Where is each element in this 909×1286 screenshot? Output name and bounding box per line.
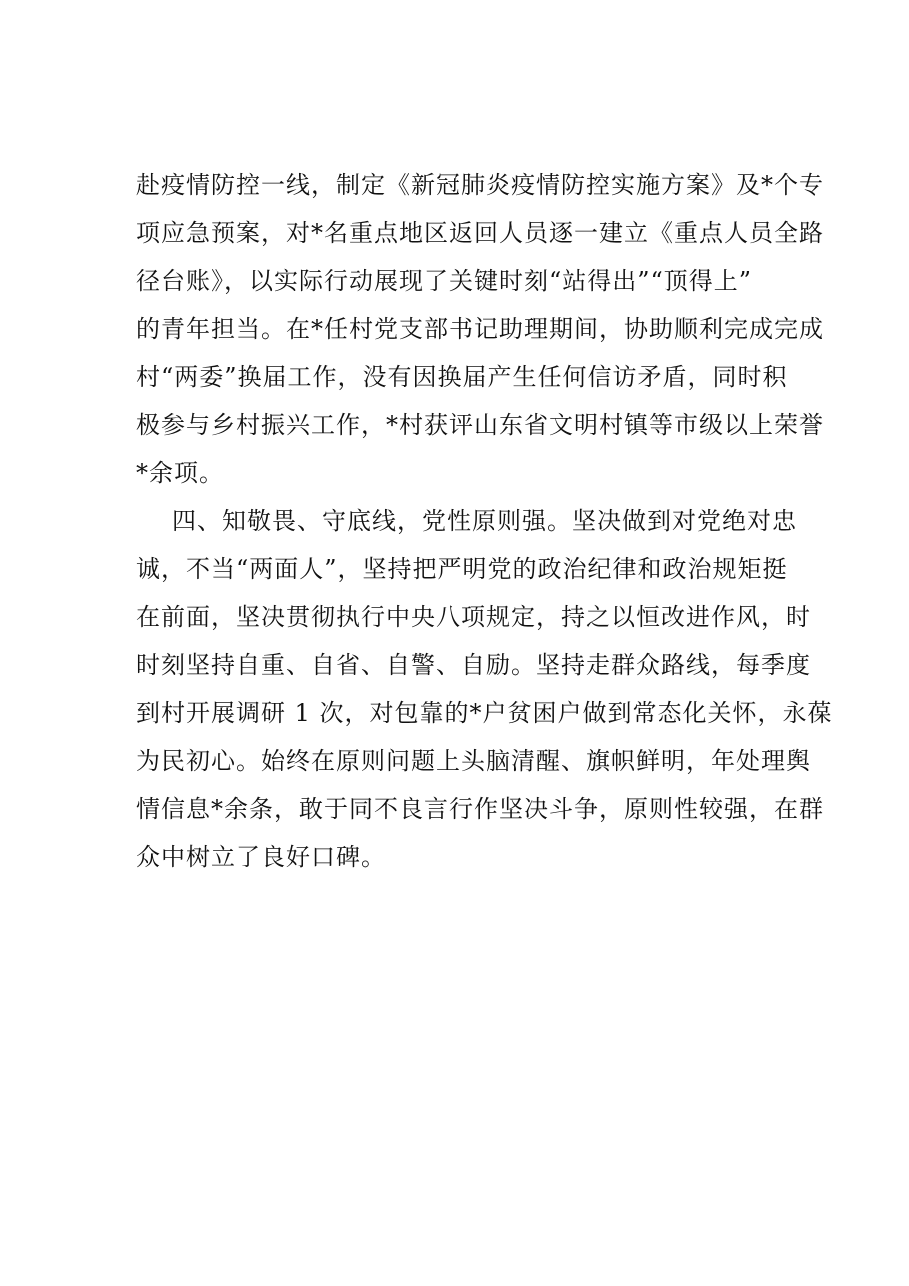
paragraph-line: 极参与乡村振兴工作，*村获评山东省文明村镇等市级以上荣誉	[136, 411, 824, 439]
paragraph-line: 村“两委”换届工作，没有因换届产生任何信访矛盾，同时积	[136, 363, 788, 391]
paragraph-first-line: 四、知敬畏、守底线，党性原则强。坚决做到对党绝对忠	[172, 507, 797, 535]
paragraph-line: 到村开展调研 1 次，对包靠的*户贫困户做到常态化关怀，永葆	[136, 699, 833, 727]
paragraph-line: 的青年担当。在*任村党支部书记助理期间，协助顺利完成完成	[136, 315, 824, 343]
paragraph-line: 在前面，坚决贯彻执行中央八项规定，持之以恒改进作风，时	[136, 603, 811, 631]
paragraph-line: 众中树立了良好口碑。	[136, 843, 386, 871]
paragraph-line: 赴疫情防控一线，制定《新冠肺炎疫情防控实施方案》及*个专	[136, 171, 824, 199]
paragraph-line: 情信息*余条，敢于同不良言行作坚决斗争，原则性较强，在群	[136, 795, 824, 823]
paragraph-line: 径台账》，以实际行动展现了关键时刻“站得出”“顶得上”	[136, 267, 753, 295]
paragraph-line: 时刻坚持自重、自省、自警、自励。坚持走群众路线，每季度	[136, 651, 811, 679]
paragraph-line: 项应急预案，对*名重点地区返回人员逐一建立《重点人员全路	[136, 219, 824, 247]
paragraph-line: 为民初心。始终在原则问题上头脑清醒、旗帜鲜明，年处理舆	[136, 747, 811, 775]
paragraph-line: 诚，不当“两面人”，坚持把严明党的政治纪律和政治规矩挺	[136, 555, 788, 583]
paragraph-line: *余项。	[136, 459, 224, 487]
